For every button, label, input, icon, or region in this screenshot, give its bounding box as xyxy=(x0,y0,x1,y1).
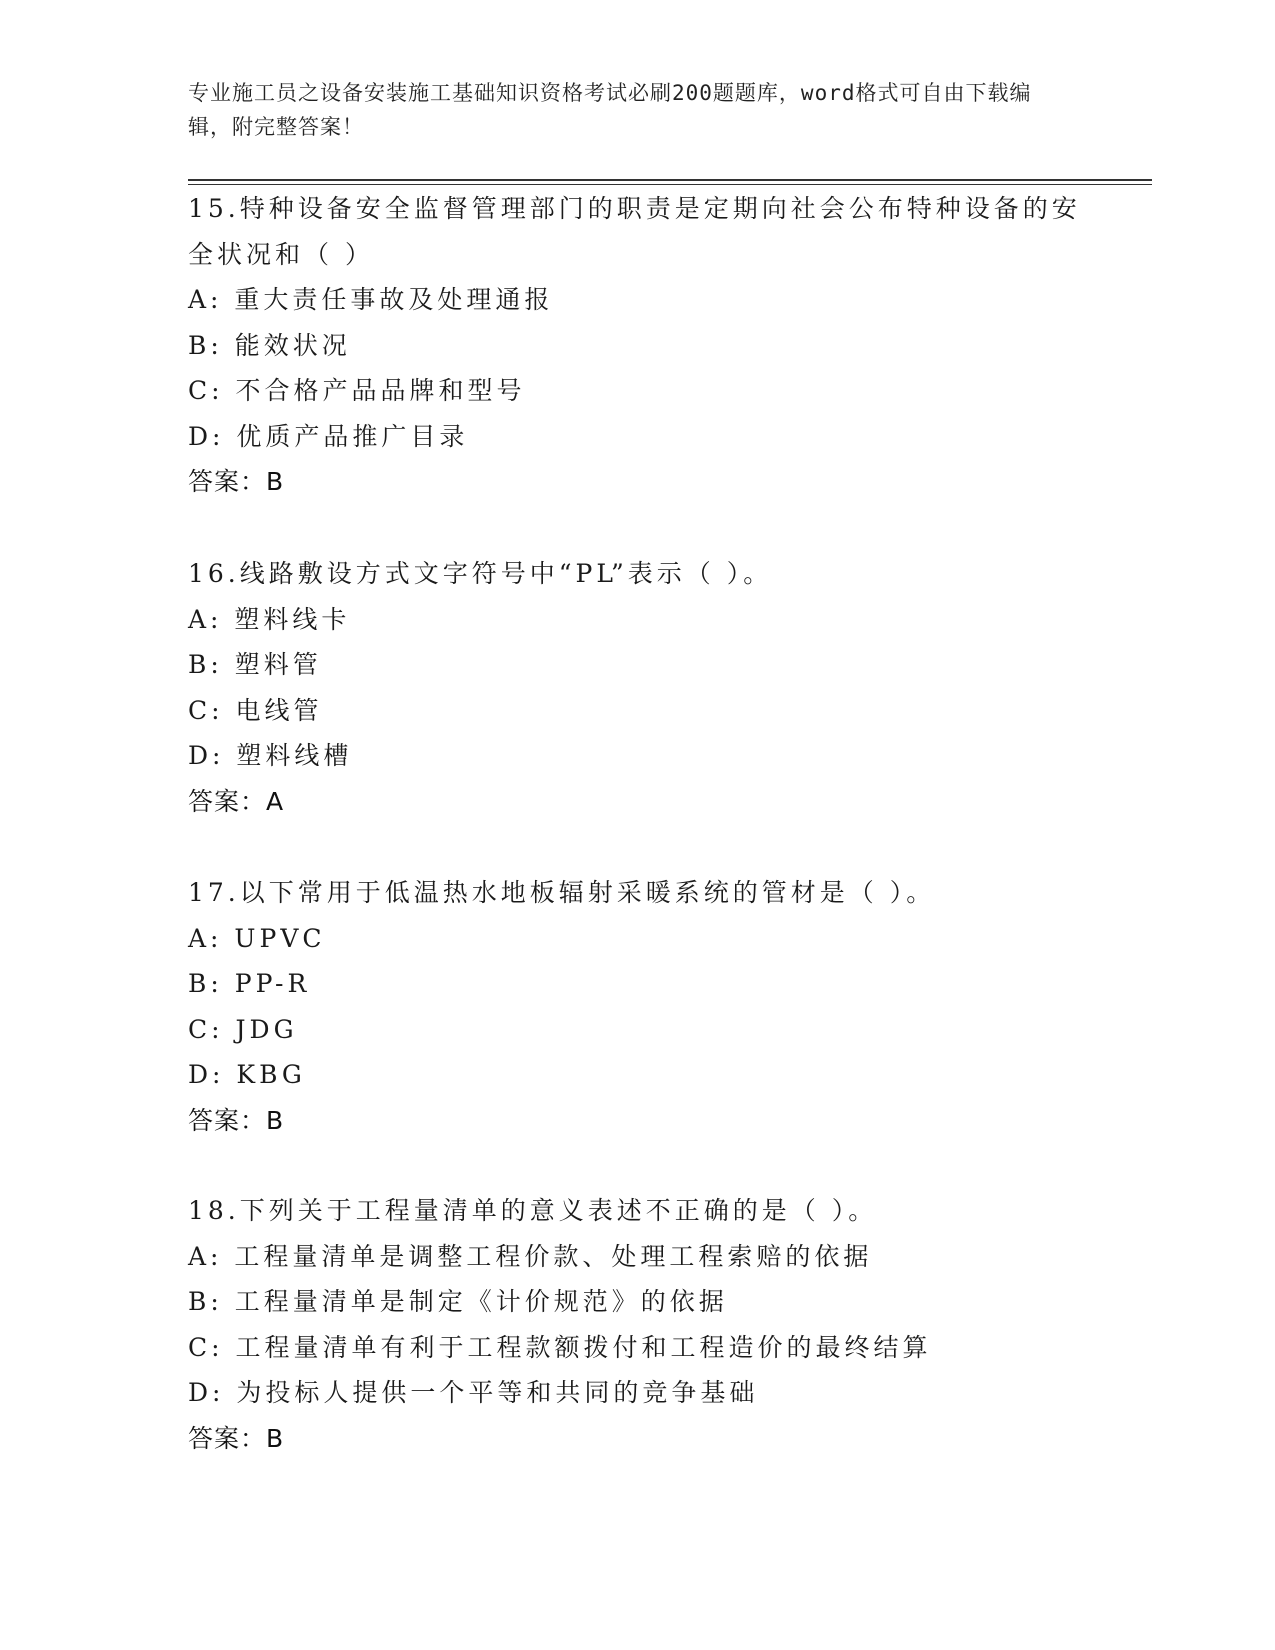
option-c: C: 电线管 xyxy=(188,695,323,725)
document-header: 专业施工员之设备安装施工基础知识资格考试必刷200题题库，word格式可自由下载编辑，附完整答案！ xyxy=(188,81,1032,139)
option-a: A: 工程量清单是调整工程价款、处理工程索赔的依据 xyxy=(188,1241,873,1271)
option-d: D: KBG xyxy=(188,1060,306,1089)
option-d: D: 塑料线槽 xyxy=(188,741,353,770)
header-divider-thin xyxy=(188,184,1152,185)
question-16 xyxy=(188,551,1088,824)
option-d: D: 为投标人提供一个平等和共同的竞争基础 xyxy=(188,1378,759,1407)
answer: 答案：B xyxy=(188,467,285,496)
question-15 xyxy=(188,186,1088,505)
question-stem: 16.线路敷设方式文字符号中“PL”表示（ ）。 xyxy=(188,559,773,588)
option-b: B: PP-R xyxy=(188,969,311,998)
option-a: A: 重大责任事故及处理通报 xyxy=(188,285,554,314)
option-a: A: UPVC xyxy=(188,923,326,953)
answer: 答案：B xyxy=(188,1423,285,1453)
question-17 xyxy=(188,870,1088,1143)
question-stem: 18.下列关于工程量清单的意义表述不正确的是（ ）。 xyxy=(188,1196,878,1225)
option-c: C: 不合格产品品牌和型号 xyxy=(188,376,526,405)
option-a: A: 塑料线卡 xyxy=(188,604,351,634)
answer: 答案：B xyxy=(188,1105,285,1135)
option-d: D: 优质产品推广目录 xyxy=(188,421,469,451)
option-c: C: 工程量清单有利于工程款额拨付和工程造价的最终结算 xyxy=(188,1332,932,1362)
question-18 xyxy=(188,1188,1088,1461)
option-b: B: 能效状况 xyxy=(188,330,351,360)
answer: 答案：A xyxy=(188,786,285,816)
question-stem: 17.以下常用于低温热水地板辐射采暖系统的管材是（ ）。 xyxy=(188,878,936,907)
question-stem: 15.特种设备安全监督管理部门的职责是定期向社会公布特种设备的安全状况和（ ） xyxy=(188,194,1081,269)
option-b: B: 工程量清单是制定《计价规范》的依据 xyxy=(188,1287,728,1316)
option-b: B: 塑料管 xyxy=(188,650,322,679)
header-divider-thick xyxy=(188,179,1152,181)
option-c: C: JDG xyxy=(188,1014,298,1044)
